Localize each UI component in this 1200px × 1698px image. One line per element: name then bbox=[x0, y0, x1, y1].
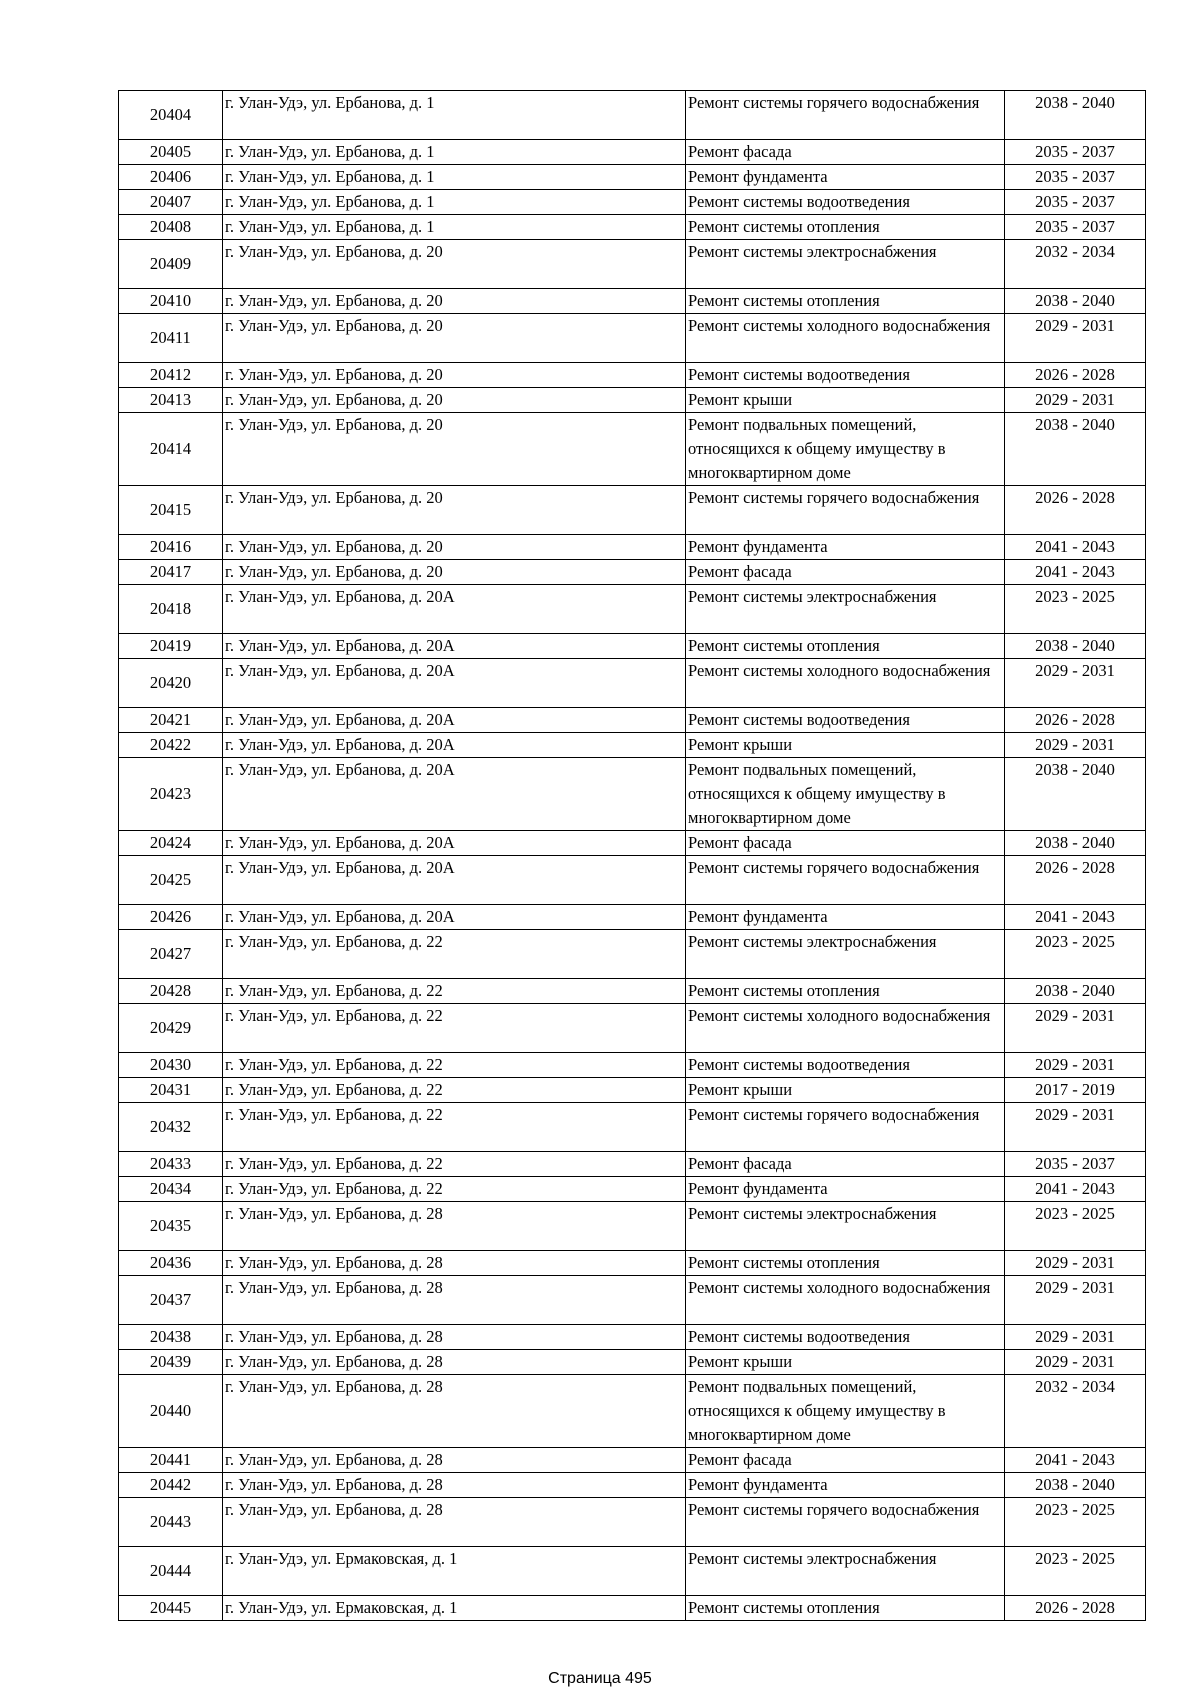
row-number-cell: 20440 bbox=[119, 1375, 223, 1448]
row-number-cell: 20415 bbox=[119, 486, 223, 535]
address-cell: г. Улан-Удэ, ул. Ербанова, д. 20 bbox=[223, 535, 686, 560]
work-type-cell: Ремонт фасада bbox=[686, 140, 1005, 165]
address-cell: г. Улан-Удэ, ул. Ербанова, д. 20А bbox=[223, 659, 686, 708]
table-row bbox=[119, 1276, 1146, 1325]
address-cell: г. Улан-Удэ, ул. Ербанова, д. 28 bbox=[223, 1448, 686, 1473]
period-cell: 2038 - 2040 bbox=[1005, 289, 1146, 314]
row-number-cell: 20408 bbox=[119, 215, 223, 240]
table-row bbox=[119, 215, 1146, 240]
row-number-cell: 20429 bbox=[119, 1004, 223, 1053]
address-cell: г. Улан-Удэ, ул. Ермаковская, д. 1 bbox=[223, 1547, 686, 1596]
row-number-cell: 20416 bbox=[119, 535, 223, 560]
period-cell: 2035 - 2037 bbox=[1005, 215, 1146, 240]
row-number-cell: 20432 bbox=[119, 1103, 223, 1152]
table-row bbox=[119, 1375, 1146, 1448]
table-row bbox=[119, 733, 1146, 758]
row-number-cell: 20428 bbox=[119, 979, 223, 1004]
address-cell: г. Улан-Удэ, ул. Ербанова, д. 20 bbox=[223, 240, 686, 289]
table-row bbox=[119, 1152, 1146, 1177]
table-row bbox=[119, 1596, 1146, 1621]
row-number-cell: 20425 bbox=[119, 856, 223, 905]
address-cell: г. Улан-Удэ, ул. Ербанова, д. 1 bbox=[223, 190, 686, 215]
work-type-cell: Ремонт системы водоотведения bbox=[686, 363, 1005, 388]
table-row bbox=[119, 1103, 1146, 1152]
address-cell: г. Улан-Удэ, ул. Ербанова, д. 28 bbox=[223, 1251, 686, 1276]
table-row bbox=[119, 856, 1146, 905]
row-number-cell: 20407 bbox=[119, 190, 223, 215]
work-type-cell: Ремонт фундамента bbox=[686, 1177, 1005, 1202]
work-type-cell: Ремонт системы отопления bbox=[686, 979, 1005, 1004]
address-cell: г. Улан-Удэ, ул. Ербанова, д. 22 bbox=[223, 1053, 686, 1078]
table-row bbox=[119, 560, 1146, 585]
work-type-cell: Ремонт системы горячего водоснабжения bbox=[686, 1498, 1005, 1547]
address-cell: г. Улан-Удэ, ул. Ербанова, д. 1 bbox=[223, 140, 686, 165]
period-cell: 2029 - 2031 bbox=[1005, 1103, 1146, 1152]
address-cell: г. Улан-Удэ, ул. Ербанова, д. 1 bbox=[223, 215, 686, 240]
table-row bbox=[119, 413, 1146, 486]
period-cell: 2038 - 2040 bbox=[1005, 1473, 1146, 1498]
period-cell: 2038 - 2040 bbox=[1005, 413, 1146, 486]
table-row bbox=[119, 708, 1146, 733]
work-type-cell: Ремонт фасада bbox=[686, 831, 1005, 856]
period-cell: 2038 - 2040 bbox=[1005, 91, 1146, 140]
row-number-cell: 20441 bbox=[119, 1448, 223, 1473]
work-type-cell: Ремонт подвальных помещений, относящихся к общему имуществу в многоквартирном доме bbox=[686, 758, 1005, 831]
address-cell: г. Улан-Удэ, ул. Ермаковская, д. 1 bbox=[223, 1596, 686, 1621]
address-cell: г. Улан-Удэ, ул. Ербанова, д. 20 bbox=[223, 388, 686, 413]
address-cell: г. Улан-Удэ, ул. Ербанова, д. 20А bbox=[223, 856, 686, 905]
address-cell: г. Улан-Удэ, ул. Ербанова, д. 28 bbox=[223, 1375, 686, 1448]
period-cell: 2029 - 2031 bbox=[1005, 1053, 1146, 1078]
period-cell: 2023 - 2025 bbox=[1005, 1547, 1146, 1596]
table-row bbox=[119, 979, 1146, 1004]
table-row bbox=[119, 1202, 1146, 1251]
address-cell: г. Улан-Удэ, ул. Ербанова, д. 28 bbox=[223, 1325, 686, 1350]
row-number-cell: 20421 bbox=[119, 708, 223, 733]
work-type-cell: Ремонт системы электроснабжения bbox=[686, 240, 1005, 289]
work-type-cell: Ремонт системы холодного водоснабжения bbox=[686, 1004, 1005, 1053]
table-row bbox=[119, 634, 1146, 659]
work-type-cell: Ремонт крыши bbox=[686, 1350, 1005, 1375]
work-type-cell: Ремонт системы водоотведения bbox=[686, 190, 1005, 215]
period-cell: 2035 - 2037 bbox=[1005, 140, 1146, 165]
period-cell: 2038 - 2040 bbox=[1005, 831, 1146, 856]
address-cell: г. Улан-Удэ, ул. Ербанова, д. 22 bbox=[223, 1177, 686, 1202]
work-type-cell: Ремонт системы холодного водоснабжения bbox=[686, 314, 1005, 363]
table-row bbox=[119, 758, 1146, 831]
table-row bbox=[119, 585, 1146, 634]
row-number-cell: 20443 bbox=[119, 1498, 223, 1547]
work-type-cell: Ремонт системы холодного водоснабжения bbox=[686, 1276, 1005, 1325]
table-row bbox=[119, 1251, 1146, 1276]
table-row bbox=[119, 165, 1146, 190]
table-row bbox=[119, 930, 1146, 979]
address-cell: г. Улан-Удэ, ул. Ербанова, д. 28 bbox=[223, 1473, 686, 1498]
period-cell: 2026 - 2028 bbox=[1005, 486, 1146, 535]
address-cell: г. Улан-Удэ, ул. Ербанова, д. 20А bbox=[223, 733, 686, 758]
work-type-cell: Ремонт системы отопления bbox=[686, 1596, 1005, 1621]
work-type-cell: Ремонт фундамента bbox=[686, 535, 1005, 560]
row-number-cell: 20433 bbox=[119, 1152, 223, 1177]
address-cell: г. Улан-Удэ, ул. Ербанова, д. 20 bbox=[223, 314, 686, 363]
work-type-cell: Ремонт системы горячего водоснабжения bbox=[686, 486, 1005, 535]
period-cell: 2029 - 2031 bbox=[1005, 314, 1146, 363]
period-cell: 2017 - 2019 bbox=[1005, 1078, 1146, 1103]
period-cell: 2023 - 2025 bbox=[1005, 1202, 1146, 1251]
period-cell: 2035 - 2037 bbox=[1005, 165, 1146, 190]
address-cell: г. Улан-Удэ, ул. Ербанова, д. 22 bbox=[223, 930, 686, 979]
table-row bbox=[119, 1004, 1146, 1053]
period-cell: 2041 - 2043 bbox=[1005, 560, 1146, 585]
row-number-cell: 20439 bbox=[119, 1350, 223, 1375]
work-type-cell: Ремонт фасада bbox=[686, 560, 1005, 585]
period-cell: 2029 - 2031 bbox=[1005, 733, 1146, 758]
address-cell: г. Улан-Удэ, ул. Ербанова, д. 28 bbox=[223, 1498, 686, 1547]
period-cell: 2026 - 2028 bbox=[1005, 1596, 1146, 1621]
row-number-cell: 20438 bbox=[119, 1325, 223, 1350]
address-cell: г. Улан-Удэ, ул. Ербанова, д. 22 bbox=[223, 1152, 686, 1177]
row-number-cell: 20411 bbox=[119, 314, 223, 363]
work-type-cell: Ремонт системы отопления bbox=[686, 1251, 1005, 1276]
work-type-cell: Ремонт фасада bbox=[686, 1448, 1005, 1473]
row-number-cell: 20444 bbox=[119, 1547, 223, 1596]
work-type-cell: Ремонт системы горячего водоснабжения bbox=[686, 91, 1005, 140]
work-type-cell: Ремонт подвальных помещений, относящихся к общему имуществу в многоквартирном доме bbox=[686, 413, 1005, 486]
page-number: Страница 495 bbox=[548, 1670, 652, 1687]
row-number-cell: 20418 bbox=[119, 585, 223, 634]
row-number-cell: 20435 bbox=[119, 1202, 223, 1251]
table-row bbox=[119, 1325, 1146, 1350]
period-cell: 2029 - 2031 bbox=[1005, 1004, 1146, 1053]
period-cell: 2038 - 2040 bbox=[1005, 634, 1146, 659]
period-cell: 2041 - 2043 bbox=[1005, 535, 1146, 560]
work-type-cell: Ремонт крыши bbox=[686, 1078, 1005, 1103]
work-type-cell: Ремонт системы водоотведения bbox=[686, 1053, 1005, 1078]
period-cell: 2029 - 2031 bbox=[1005, 1350, 1146, 1375]
work-type-cell: Ремонт фундамента bbox=[686, 165, 1005, 190]
address-cell: г. Улан-Удэ, ул. Ербанова, д. 28 bbox=[223, 1202, 686, 1251]
period-cell: 2029 - 2031 bbox=[1005, 1325, 1146, 1350]
address-cell: г. Улан-Удэ, ул. Ербанова, д. 20 bbox=[223, 289, 686, 314]
work-type-cell: Ремонт системы электроснабжения bbox=[686, 1547, 1005, 1596]
address-cell: г. Улан-Удэ, ул. Ербанова, д. 22 bbox=[223, 1103, 686, 1152]
table-row bbox=[119, 1448, 1146, 1473]
work-type-cell: Ремонт фасада bbox=[686, 1152, 1005, 1177]
address-cell: г. Улан-Удэ, ул. Ербанова, д. 20А bbox=[223, 585, 686, 634]
row-number-cell: 20426 bbox=[119, 905, 223, 930]
row-number-cell: 20427 bbox=[119, 930, 223, 979]
row-number-cell: 20409 bbox=[119, 240, 223, 289]
address-cell: г. Улан-Удэ, ул. Ербанова, д. 20А bbox=[223, 634, 686, 659]
address-cell: г. Улан-Удэ, ул. Ербанова, д. 22 bbox=[223, 979, 686, 1004]
period-cell: 2023 - 2025 bbox=[1005, 1498, 1146, 1547]
table-row bbox=[119, 388, 1146, 413]
table-row bbox=[119, 190, 1146, 215]
period-cell: 2035 - 2037 bbox=[1005, 1152, 1146, 1177]
work-type-cell: Ремонт системы горячего водоснабжения bbox=[686, 856, 1005, 905]
period-cell: 2026 - 2028 bbox=[1005, 708, 1146, 733]
work-type-cell: Ремонт системы холодного водоснабжения bbox=[686, 659, 1005, 708]
period-cell: 2032 - 2034 bbox=[1005, 1375, 1146, 1448]
work-type-cell: Ремонт системы отопления bbox=[686, 634, 1005, 659]
table-row bbox=[119, 1547, 1146, 1596]
address-cell: г. Улан-Удэ, ул. Ербанова, д. 20А bbox=[223, 708, 686, 733]
work-type-cell: Ремонт крыши bbox=[686, 388, 1005, 413]
row-number-cell: 20406 bbox=[119, 165, 223, 190]
period-cell: 2026 - 2028 bbox=[1005, 363, 1146, 388]
work-type-cell: Ремонт системы горячего водоснабжения bbox=[686, 1103, 1005, 1152]
address-cell: г. Улан-Удэ, ул. Ербанова, д. 20А bbox=[223, 905, 686, 930]
period-cell: 2038 - 2040 bbox=[1005, 758, 1146, 831]
period-cell: 2041 - 2043 bbox=[1005, 1177, 1146, 1202]
table-row bbox=[119, 314, 1146, 363]
row-number-cell: 20405 bbox=[119, 140, 223, 165]
row-number-cell: 20420 bbox=[119, 659, 223, 708]
work-type-cell: Ремонт системы электроснабжения bbox=[686, 585, 1005, 634]
address-cell: г. Улан-Удэ, ул. Ербанова, д. 20А bbox=[223, 758, 686, 831]
address-cell: г. Улан-Удэ, ул. Ербанова, д. 20 bbox=[223, 413, 686, 486]
period-cell: 2023 - 2025 bbox=[1005, 585, 1146, 634]
work-type-cell: Ремонт фундамента bbox=[686, 1473, 1005, 1498]
address-cell: г. Улан-Удэ, ул. Ербанова, д. 20 bbox=[223, 560, 686, 585]
works-table bbox=[118, 90, 1146, 1621]
work-type-cell: Ремонт крыши bbox=[686, 733, 1005, 758]
row-number-cell: 20424 bbox=[119, 831, 223, 856]
address-cell: г. Улан-Удэ, ул. Ербанова, д. 1 bbox=[223, 91, 686, 140]
work-type-cell: Ремонт системы отопления bbox=[686, 289, 1005, 314]
row-number-cell: 20404 bbox=[119, 91, 223, 140]
work-type-cell: Ремонт фундамента bbox=[686, 905, 1005, 930]
table-row bbox=[119, 289, 1146, 314]
table-row bbox=[119, 363, 1146, 388]
address-cell: г. Улан-Удэ, ул. Ербанова, д. 28 bbox=[223, 1350, 686, 1375]
address-cell: г. Улан-Удэ, ул. Ербанова, д. 22 bbox=[223, 1004, 686, 1053]
address-cell: г. Улан-Удэ, ул. Ербанова, д. 20А bbox=[223, 831, 686, 856]
work-type-cell: Ремонт системы водоотведения bbox=[686, 1325, 1005, 1350]
table-row bbox=[119, 831, 1146, 856]
period-cell: 2023 - 2025 bbox=[1005, 930, 1146, 979]
row-number-cell: 20445 bbox=[119, 1596, 223, 1621]
row-number-cell: 20434 bbox=[119, 1177, 223, 1202]
row-number-cell: 20430 bbox=[119, 1053, 223, 1078]
table-row bbox=[119, 1498, 1146, 1547]
table-row bbox=[119, 240, 1146, 289]
period-cell: 2041 - 2043 bbox=[1005, 905, 1146, 930]
row-number-cell: 20436 bbox=[119, 1251, 223, 1276]
work-type-cell: Ремонт системы отопления bbox=[686, 215, 1005, 240]
row-number-cell: 20412 bbox=[119, 363, 223, 388]
table-row bbox=[119, 486, 1146, 535]
period-cell: 2029 - 2031 bbox=[1005, 659, 1146, 708]
address-cell: г. Улан-Удэ, ул. Ербанова, д. 28 bbox=[223, 1276, 686, 1325]
table-row bbox=[119, 1177, 1146, 1202]
row-number-cell: 20413 bbox=[119, 388, 223, 413]
table-row bbox=[119, 659, 1146, 708]
row-number-cell: 20437 bbox=[119, 1276, 223, 1325]
address-cell: г. Улан-Удэ, ул. Ербанова, д. 20 bbox=[223, 486, 686, 535]
row-number-cell: 20422 bbox=[119, 733, 223, 758]
period-cell: 2029 - 2031 bbox=[1005, 388, 1146, 413]
work-type-cell: Ремонт системы электроснабжения bbox=[686, 1202, 1005, 1251]
row-number-cell: 20431 bbox=[119, 1078, 223, 1103]
table-row bbox=[119, 1078, 1146, 1103]
table-row bbox=[119, 140, 1146, 165]
row-number-cell: 20423 bbox=[119, 758, 223, 831]
period-cell: 2035 - 2037 bbox=[1005, 190, 1146, 215]
table-row bbox=[119, 1350, 1146, 1375]
row-number-cell: 20414 bbox=[119, 413, 223, 486]
row-number-cell: 20442 bbox=[119, 1473, 223, 1498]
address-cell: г. Улан-Удэ, ул. Ербанова, д. 22 bbox=[223, 1078, 686, 1103]
address-cell: г. Улан-Удэ, ул. Ербанова, д. 1 bbox=[223, 165, 686, 190]
works-table-body bbox=[119, 91, 1146, 1621]
table-row bbox=[119, 1053, 1146, 1078]
period-cell: 2041 - 2043 bbox=[1005, 1448, 1146, 1473]
period-cell: 2038 - 2040 bbox=[1005, 979, 1146, 1004]
period-cell: 2032 - 2034 bbox=[1005, 240, 1146, 289]
row-number-cell: 20410 bbox=[119, 289, 223, 314]
period-cell: 2029 - 2031 bbox=[1005, 1251, 1146, 1276]
table-row bbox=[119, 91, 1146, 140]
table-row bbox=[119, 1473, 1146, 1498]
period-cell: 2029 - 2031 bbox=[1005, 1276, 1146, 1325]
row-number-cell: 20417 bbox=[119, 560, 223, 585]
row-number-cell: 20419 bbox=[119, 634, 223, 659]
table-row bbox=[119, 905, 1146, 930]
address-cell: г. Улан-Удэ, ул. Ербанова, д. 20 bbox=[223, 363, 686, 388]
period-cell: 2026 - 2028 bbox=[1005, 856, 1146, 905]
work-type-cell: Ремонт системы электроснабжения bbox=[686, 930, 1005, 979]
work-type-cell: Ремонт подвальных помещений, относящихся к общему имуществу в многоквартирном доме bbox=[686, 1375, 1005, 1448]
work-type-cell: Ремонт системы водоотведения bbox=[686, 708, 1005, 733]
table-row bbox=[119, 535, 1146, 560]
